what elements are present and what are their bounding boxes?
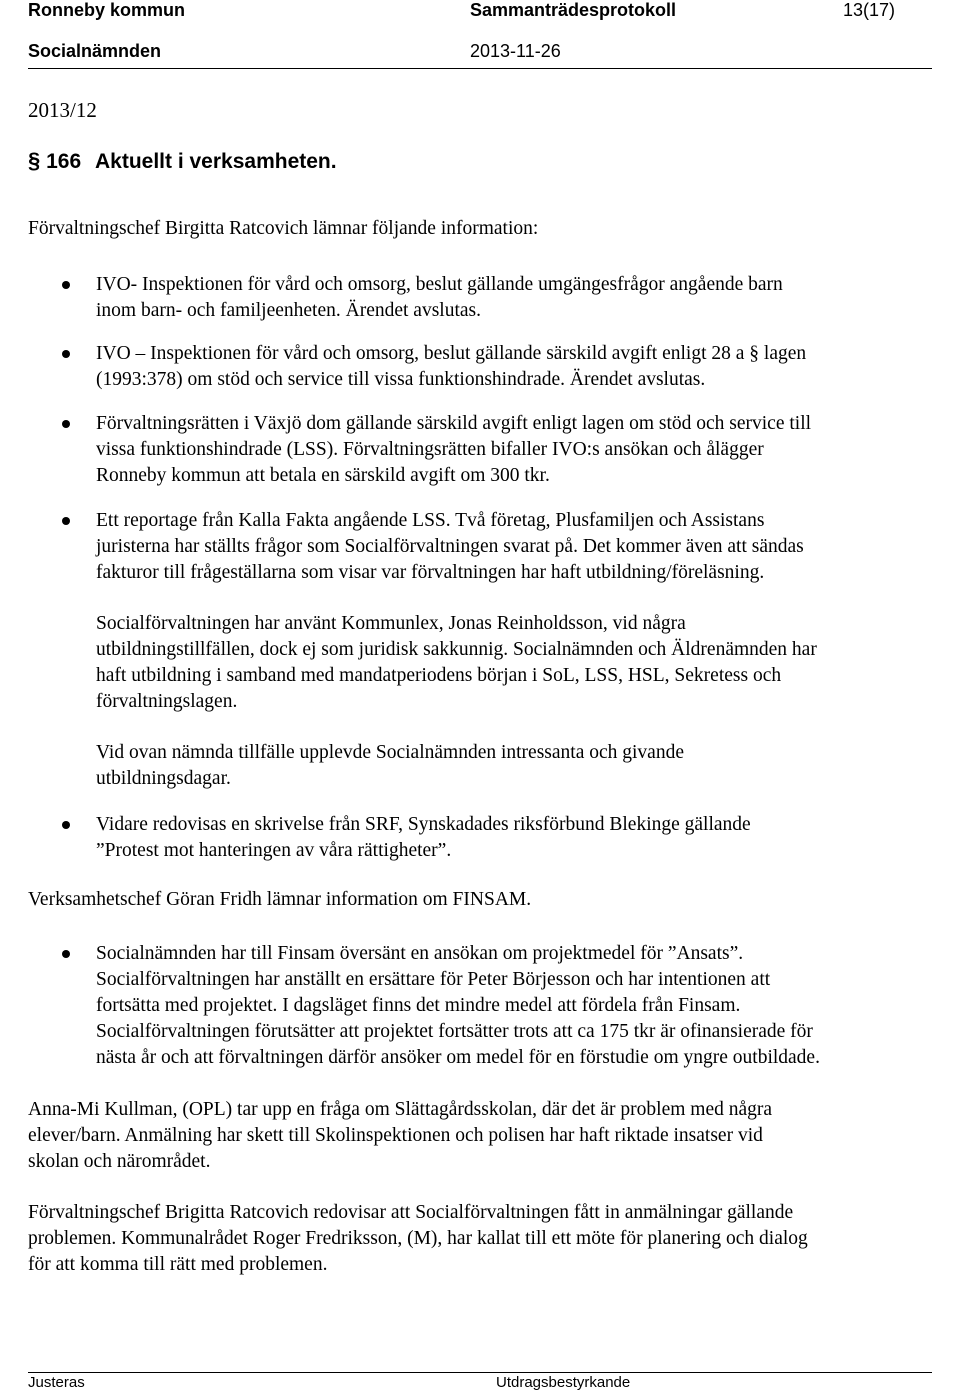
case-number: 166 [46, 150, 82, 173]
bullet-icon [62, 281, 70, 289]
case-heading [28, 148, 337, 174]
organization-name: Ronneby kommun [28, 0, 186, 20]
meeting-date: 2013-11-26 [470, 41, 561, 61]
bullet-icon [62, 821, 70, 829]
page-number: 13(17) [843, 0, 896, 20]
bullet-icon [62, 420, 70, 428]
indented-paragraph: Vid ovan nämnda tillfälle upplevde Socialnämnden intressanta och givande utbildningsdagar. [96, 742, 684, 789]
bullet-icon [62, 950, 70, 958]
document-type: Sammanträdesprotokoll [470, 0, 677, 20]
section2-intro: Verksamhetschef Göran Fridh lämnar information om FINSAM. [28, 889, 532, 910]
header-rule [28, 68, 932, 69]
paragraph-kullman: Anna-Mi Kullman, (OPL) tar upp en fråga om Slättagårdsskolan, där det är problem med några elever/barn. Anmälning har skett till Skolinspektionen och polisen har haft riktade insatser vid skolan och närområdet. [28, 1099, 773, 1172]
footer-justeras: Justeras [28, 1374, 85, 1391]
list-item: IVO- Inspektionen för vård och omsorg, beslut gällande umgängesfrågor angående barn inom barn- och familjeenheten. Ärendet avslutas. [96, 274, 783, 321]
footer-rule [28, 1372, 932, 1373]
section1-intro: Förvaltningschef Birgitta Ratcovich lämnar följande information: [28, 218, 539, 239]
bullet-icon [62, 517, 70, 525]
paragraph-ratcovich: Förvaltningschef Brigitta Ratcovich redovisar att Socialförvaltningen fått in anmälningar gällande problemen. Kommunalrådet Roger Fredriksson, (M), har kallat till ett möte för planering och dialog för att komma till rätt med problemen. [28, 1202, 808, 1275]
committee-name: Socialnämnden [28, 41, 162, 61]
list-item: Ett reportage från Kalla Fakta angående LSS. Två företag, Plusfamiljen och Assistans juristerna har ställts frågor som Socialförvaltningen svarat på. Det kommer även att sändas fakturor till frågeställarna som visar var förvaltningen har haft utbildning/föreläsning. [96, 510, 804, 583]
case-reference: 2013/12 [28, 98, 97, 122]
footer-utdragsbestyrkande: Utdragsbestyrkande [496, 1374, 631, 1391]
section-sign-icon: § [28, 148, 41, 173]
indented-paragraph: Socialförvaltningen har använt Kommunlex, Jonas Reinholdsson, vid några utbildningstillfällen, dock ej som juridisk sakkunnig. Socialnämnden och Äldrenämnden har haft utbildning i samband med mandatperiodens början i SoL, LSS, HSL, Sekretess och förvaltningslagen. [96, 613, 817, 712]
list-item: Förvaltningsrätten i Växjö dom gällande särskild avgift enligt lagen om stöd och service till vissa funktionshindrade (LSS). Förvaltningsrätten bifaller IVO:s ansökan och ålägger Ronneby kommun att betala en särskild avgift om 300 tkr. [96, 413, 812, 486]
list-item: Vidare redovisas en skrivelse från SRF, Synskadades riksförbund Blekinge gällande ”Protest mot hanteringen av våra rättigheter”. [96, 814, 751, 861]
list-item: Socialnämnden har till Finsam översänt en ansökan om projektmedel för ”Ansats”. Socialförvaltningen har anställt en ersättare för Peter Börjesson och har intentionen att fortsätta med projektet. I dagsläget finns det mindre medel att fördela från Finsam. Socialförvaltningen förutsätter att projektet fortsätter trots att ca 175 tkr är ofinansierade för nästa år och att förvaltningen därför ansöker om medel för en förstudie om yngre outbildade. [96, 943, 820, 1068]
list-item: IVO – Inspektionen för vård och omsorg, beslut gällande särskild avgift enligt 28 a § lagen (1993:378) om stöd och service till vissa funktionshindrade. Ärendet avslutas. [96, 343, 807, 390]
case-title: Aktuellt i verksamheten. [94, 150, 337, 173]
bullet-icon [62, 350, 70, 358]
